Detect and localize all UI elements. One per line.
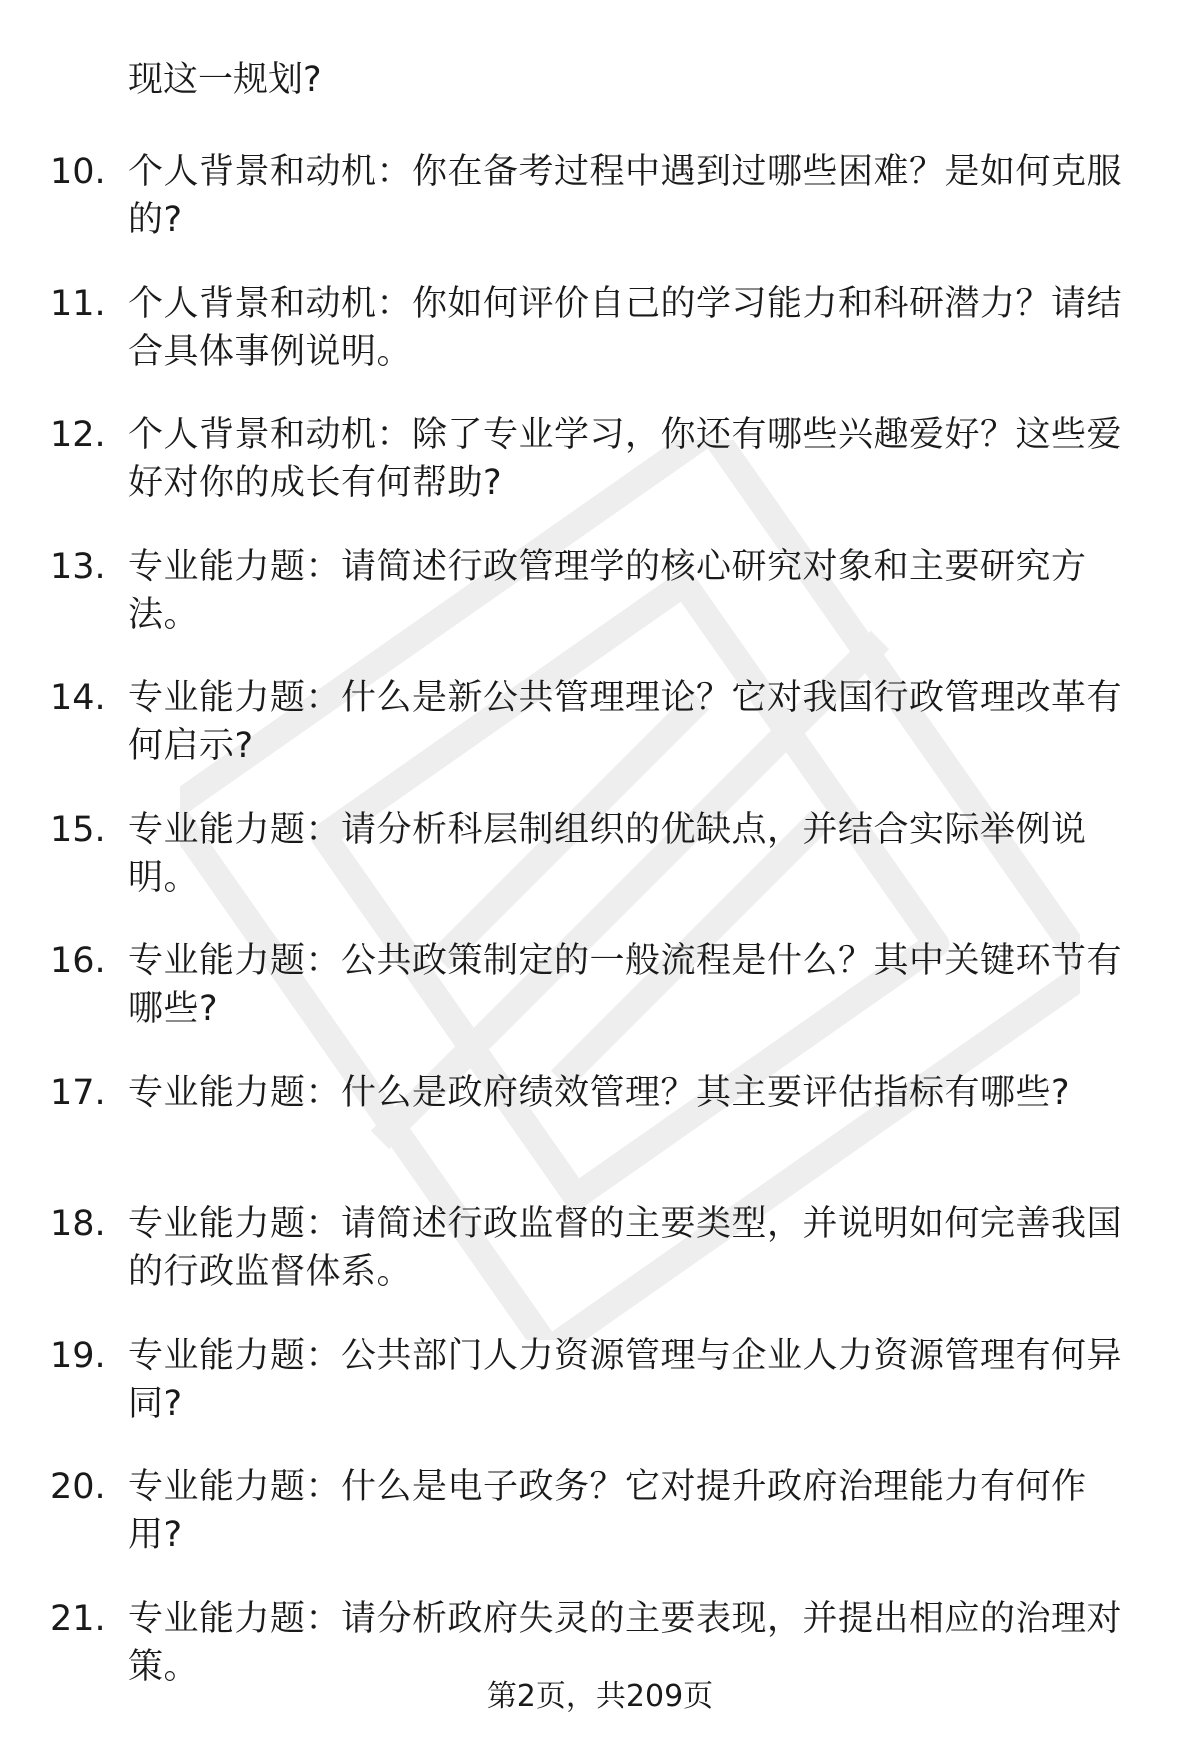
question-item xyxy=(50,543,1150,675)
question-item xyxy=(50,1069,1150,1201)
question-item xyxy=(50,148,1150,280)
question-number: 21. xyxy=(50,1598,106,1639)
question-text: 专业能力题：什么是新公共管理理论？它对我国行政管理改革有何启示? xyxy=(128,678,1123,766)
question-number: 12. xyxy=(50,415,106,455)
question-number: 16. xyxy=(50,941,106,981)
question-text: 个人背景和动机：除了专业学习，你还有哪些兴趣爱好？这些爱好对你的成长有何帮助? xyxy=(128,415,1123,503)
continued-question-text: 现这一规划? xyxy=(128,60,322,100)
question-number: 17. xyxy=(50,1072,106,1113)
question-item xyxy=(50,806,1150,938)
question-item xyxy=(50,937,1150,1069)
question-item xyxy=(50,1463,1150,1595)
question-text: 专业能力题：公共部门人力资源管理与企业人力资源管理有何异同? xyxy=(128,1335,1123,1424)
question-number: 19. xyxy=(50,1335,106,1376)
question-text: 个人背景和动机：你如何评价自己的学习能力和科研潜力？请结合具体事例说明。 xyxy=(128,283,1123,372)
question-item xyxy=(50,280,1150,412)
question-number: 13. xyxy=(50,546,106,587)
question-text: 专业能力题：请分析政府失灵的主要表现，并提出相应的治理对策。 xyxy=(128,1598,1123,1687)
question-item xyxy=(50,411,1150,543)
question-number: 11. xyxy=(50,283,106,324)
question-text: 专业能力题：请分析科层制组织的优缺点，并结合实际举例说明。 xyxy=(128,809,1087,898)
question-text: 专业能力题：请简述行政监督的主要类型，并说明如何完善我国的行政监督体系。 xyxy=(128,1204,1123,1292)
question-text: 专业能力题：公共政策制定的一般流程是什么？其中关键环节有哪些? xyxy=(128,941,1123,1029)
question-item xyxy=(50,674,1150,806)
question-text: 专业能力题：什么是电子政务？它对提升政府治理能力有何作用? xyxy=(128,1467,1087,1555)
question-number: 10. xyxy=(50,152,106,192)
question-text: 专业能力题：请简述行政管理学的核心研究对象和主要研究方法。 xyxy=(128,546,1087,635)
question-number: 20. xyxy=(50,1467,106,1507)
question-item xyxy=(50,1332,1150,1464)
question-number: 18. xyxy=(50,1204,106,1244)
question-number: 14. xyxy=(50,678,106,718)
question-text: 个人背景和动机：你在备考过程中遇到过哪些困难？是如何克服的? xyxy=(128,152,1123,240)
question-number: 15. xyxy=(50,809,106,850)
question-list xyxy=(50,148,1150,1726)
question-item xyxy=(50,1200,1150,1332)
question-text: 专业能力题：什么是政府绩效管理？其主要评估指标有哪些? xyxy=(128,1072,1071,1113)
page-footer: 第2页，共209页 xyxy=(486,1679,714,1714)
